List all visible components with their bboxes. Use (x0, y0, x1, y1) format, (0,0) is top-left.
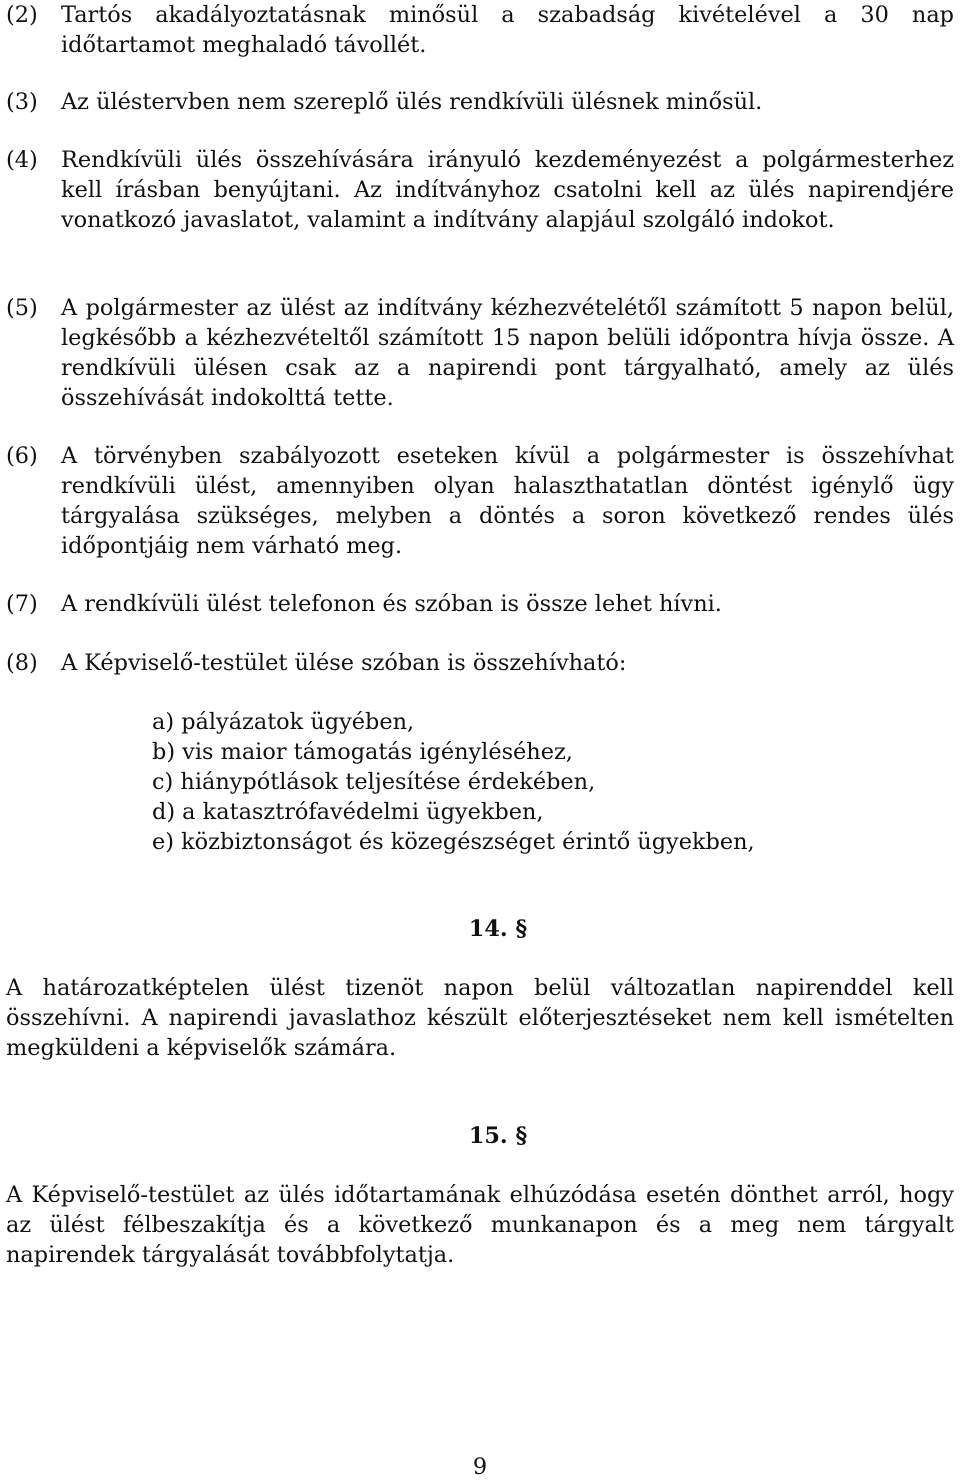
paragraph-number: (7) (6, 591, 38, 617)
paragraph-6 (6, 441, 954, 561)
list-item: a) pályázatok ügyében, (152, 709, 415, 735)
section-14-text: A határozatképtelen ülést tizenöt napon belül változatlan napirenddel kell összehívni. A napirendi javaslathoz készült előterjesztéseket nem kell ismételten megküldeni a képviselők számára. (6, 975, 954, 1061)
section-15-text: A Képviselő-testület az ülés időtartamának elhúzódása esetén dönthet arról, hogy az ülést félbeszakítja és a következő munkanapon és a meg nem tárgyalt napirendek tárgyalását továbbfolytatja. (6, 1182, 954, 1268)
paragraph-text: Az üléstervben nem szereplő ülés rendkívüli ülésnek minősül. (61, 89, 763, 115)
list-item: d) a katasztrófavédelmi ügyekben, (152, 799, 544, 825)
paragraph-text: A polgármester az ülést az indítvány kézhezvételétől számított 5 napon belül, legkésőbb a kézhezvételtől számított 15 napon belüli időpontra hívja össze. A rendkívüli ülésen csak az a napirendi pont tárgyalható, amely az ülés összehívását indokolttá tette. (61, 295, 954, 411)
paragraph-8 (6, 648, 954, 678)
paragraph-text: Rendkívüli ülés összehívására irányuló kezdeményezést a polgármesterhez kell írásban benyújtani. Az indítványhoz csatolni kell az ülés napirendjére vonatkozó javaslatot, valamint a indítvány alapjául szolgáló indokot. (61, 147, 954, 233)
list-item: e) közbiztonságot és közegészséget érintő ügyekben, (152, 829, 755, 855)
section-number: 15. (468, 1123, 508, 1149)
section-symbol: § (515, 1123, 528, 1149)
list-item: c) hiánypótlások teljesítése érdekében, (152, 769, 596, 795)
paragraph-text: Tartós akadályoztatásnak minősül a szabadság kivételével a 30 nap időtartamot meghaladó távollét. (61, 2, 954, 58)
case-list (6, 707, 954, 857)
paragraph-5 (6, 293, 954, 413)
paragraph-text: A Képviselő-testület ülése szóban is összehívható: (61, 650, 627, 676)
paragraph-text: A törvényben szabályozott eseteken kívül a polgármester is összehívhat rendkívüli ülést, amennyiben olyan halaszthatatlan döntést igénylő ügy tárgyalása szükséges, melyben a döntés a soron következő rendes ülés időpontjáig nem várható meg. (61, 443, 954, 559)
page-number: 9 (472, 1454, 488, 1480)
paragraph-number: (3) (6, 89, 38, 115)
section-14-heading (6, 914, 954, 944)
paragraph-number: (4) (6, 147, 38, 173)
paragraph-number: (5) (6, 295, 38, 321)
section-number: 14. (468, 916, 508, 942)
paragraph-4 (6, 145, 954, 235)
paragraph-number: (8) (6, 650, 38, 676)
section-symbol: § (515, 916, 528, 942)
paragraph-number: (2) (6, 2, 38, 28)
paragraph-number: (6) (6, 443, 38, 469)
paragraph-text: A rendkívüli ülést telefonon és szóban is össze lehet hívni. (61, 591, 722, 617)
paragraph-3 (6, 87, 954, 117)
list-item: b) vis maior támogatás igényléséhez, (152, 739, 573, 765)
section-15-heading (6, 1121, 954, 1151)
paragraph-7 (6, 589, 954, 619)
paragraph-2 (6, 0, 954, 60)
